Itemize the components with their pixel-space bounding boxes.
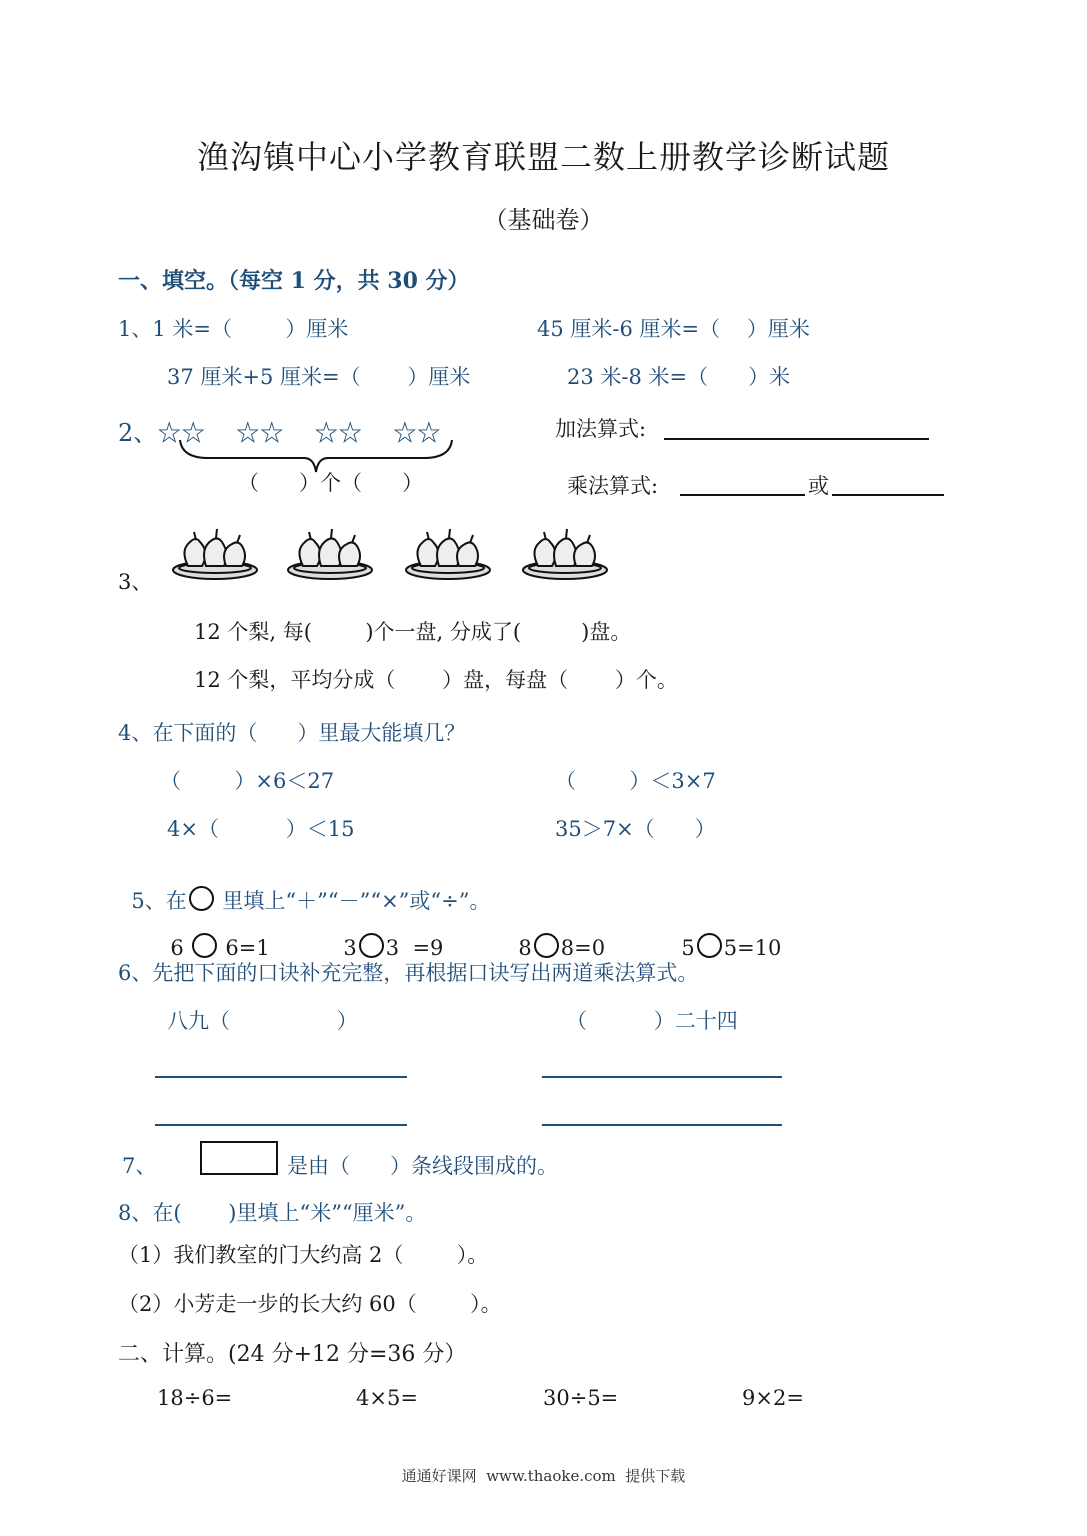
calc-item-2: 4×5= xyxy=(356,1386,418,1410)
q2-add-label: 加法算式: xyxy=(555,417,647,441)
q8-a: （1）我们教室的门大约高 2（ ）。 xyxy=(118,1243,489,1267)
add-answer-line[interactable] xyxy=(664,438,929,440)
q5-item-2 xyxy=(330,909,443,960)
section1-heading: 一、填空。（每空 1 分，共 30 分） xyxy=(118,268,470,294)
page-subtitle: （基础卷） xyxy=(483,206,604,234)
q5-item-3-a: 8 xyxy=(518,936,532,960)
q2-mul-label: 乘法算式: xyxy=(567,474,659,498)
q6-a: 八九（ ） xyxy=(167,1009,358,1033)
calc-item-4: 9×2= xyxy=(742,1386,804,1410)
q1-a: 1、1 米=（ ）厘米 xyxy=(118,317,349,341)
q2-or: 或 xyxy=(808,474,829,498)
q4-question: 4、在下面的（ ）里最大能填几？ xyxy=(118,721,466,745)
q5-item-2-b: 3 =9 xyxy=(385,936,444,960)
q5-question-pre: 5、在 xyxy=(131,889,187,913)
q6-answer-line-1[interactable] xyxy=(155,1076,407,1078)
q1-d: 23 米-8 米=（ ）米 xyxy=(567,365,791,389)
q8-b: （2）小芳走一步的长大约 60（ ）。 xyxy=(118,1292,502,1316)
section2-heading: 二、计算。(24 分+12 分=36 分） xyxy=(118,1342,467,1367)
q1-c: 37 厘米+5 厘米=（ ）厘米 xyxy=(167,365,471,389)
q3-num: 3、 xyxy=(118,570,153,594)
q4-d: 35＞7×（ ） xyxy=(555,817,716,841)
circle-icon xyxy=(189,886,214,911)
q6-answer-line-4[interactable] xyxy=(542,1124,782,1126)
q6-question: 6、先把下面的口诀补充完整，再根据口诀写出两道乘法算式。 xyxy=(118,961,699,985)
q7-num: 7、 xyxy=(122,1154,157,1178)
q4-c: 4×（ ）＜15 xyxy=(167,817,355,841)
calc-item-3: 30÷5= xyxy=(543,1386,619,1410)
q5-item-1-a: 6 xyxy=(170,936,184,960)
page-title: 渔沟镇中心小学教育联盟二数上册教学诊断试题 xyxy=(196,138,890,176)
q5-item-4-b: 5=10 xyxy=(723,936,782,960)
mul-answer-line-1[interactable] xyxy=(680,494,805,496)
q5-item-4 xyxy=(668,909,781,960)
q5-item-2-a: 3 xyxy=(343,936,357,960)
q5-item-3 xyxy=(505,909,605,960)
q5-item-1-b: 6=1 xyxy=(218,936,270,960)
q4-a: （ ）×6＜27 xyxy=(160,769,335,793)
q7-text: 是由（ ）条线段围成的。 xyxy=(287,1154,559,1178)
q4-b: （ ）＜3×7 xyxy=(555,769,716,793)
rectangle-figure xyxy=(200,1141,278,1175)
q5-item-4-a: 5 xyxy=(681,936,695,960)
q5-question-post: 里填上“＋”“－”“×”或“÷”。 xyxy=(215,889,491,913)
mul-answer-line-2[interactable] xyxy=(832,494,944,496)
answer-circle-4[interactable] xyxy=(697,933,722,958)
q6-answer-line-3[interactable] xyxy=(155,1124,407,1126)
q6-answer-line-2[interactable] xyxy=(542,1076,782,1078)
answer-circle-3[interactable] xyxy=(534,933,559,958)
q8-question: 8、在( )里填上“米”“厘米”。 xyxy=(118,1201,427,1225)
footer-credit: 通通好课网 www.thaoke.com 提供下载 xyxy=(401,1467,686,1485)
answer-circle-2[interactable] xyxy=(359,933,384,958)
answer-circle-1[interactable] xyxy=(192,933,217,958)
q2-stars: 2、☆☆ ☆☆ ☆☆ ☆☆ xyxy=(118,419,441,447)
pear-plates-illustration xyxy=(170,526,610,590)
calc-item-1: 18÷6= xyxy=(157,1386,233,1410)
q3-a: 12 个梨, 每( )个一盘, 分成了( )盘。 xyxy=(194,620,632,644)
q5-item-3-b: 8=0 xyxy=(560,936,606,960)
q5-question xyxy=(118,861,491,915)
q1-b: 45 厘米-6 厘米=（ ）厘米 xyxy=(537,317,810,341)
q5-item-1 xyxy=(157,909,270,960)
q2-brace-label: （ ）个（ ） xyxy=(238,471,424,495)
q6-b: （ ）二十四 xyxy=(566,1009,738,1033)
q3-b: 12 个梨，平均分成（ ）盘，每盘（ ）个。 xyxy=(194,668,678,692)
